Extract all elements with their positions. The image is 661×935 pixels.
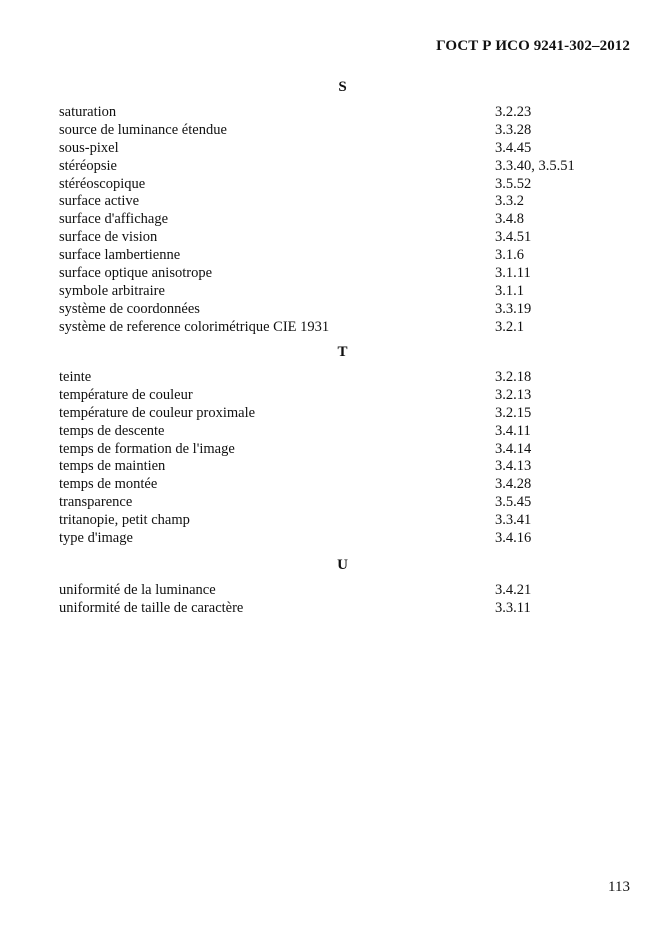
index-entry [59,530,604,548]
entry-term: surface optique anisotrope [59,265,213,282]
entry-list [59,104,604,337]
index-entry [59,283,604,301]
entry-term: température de couleur proximale [59,404,256,421]
entry-term: surface lambertienne [59,247,181,264]
page-number: 113 [608,879,630,895]
entry-reference: 3.1.11 [495,265,531,282]
entry-term: source de luminance étendue [59,121,227,138]
entry-term: système de reference colorimétrique CIE 1931 [59,318,330,335]
index-entry [59,211,604,229]
entry-term: stéréopsie [59,157,117,174]
entry-term: surface de vision [59,229,158,246]
entry-term: saturation [59,104,117,120]
index-entry [59,369,604,387]
entry-reference: 3.5.52 [495,175,532,192]
entry-term: symbole arbitraire [59,282,165,299]
entry-term: système de coordonnées [59,300,200,317]
index-entry [59,458,604,476]
entry-reference: 3.2.13 [495,386,532,403]
index-entry [59,441,604,459]
index-section-t [59,343,604,548]
entry-reference: 3.4.45 [495,139,532,156]
index-entry [59,229,604,247]
entry-term: uniformité de taille de caractère [59,599,244,616]
entry-term: temps de maintien [59,458,166,475]
index-entry [59,247,604,265]
entry-reference: 3.5.45 [495,494,532,511]
index-entry [59,423,604,441]
entry-reference: 3.4.28 [495,476,532,493]
entry-reference: 3.4.16 [495,530,532,547]
index-entry [59,265,604,283]
index-entry [59,176,604,194]
index-section-s [59,78,604,337]
entry-reference: 3.2.18 [495,369,532,385]
section-letter: S [338,79,347,95]
index-entry [59,158,604,176]
index-entry [59,476,604,494]
entry-term: température de couleur [59,386,193,403]
entry-reference: 3.3.28 [495,121,532,138]
index-entry [59,512,604,530]
entry-reference: 3.1.1 [495,282,524,299]
entry-reference: 3.4.51 [495,229,532,246]
index-entry [59,104,604,122]
entry-term: temps de formation de l'image [59,440,235,457]
index-entry [59,301,604,319]
entry-term: temps de montée [59,476,158,493]
index-entry [59,582,604,600]
entry-reference: 3.3.2 [495,193,524,210]
index-entry [59,122,604,140]
entry-term: sous-pixel [59,139,119,156]
entry-list [59,369,604,548]
entry-term: surface active [59,193,140,210]
entry-reference: 3.3.19 [495,300,532,317]
index-entry [59,494,604,512]
index-entry [59,140,604,158]
entry-term: teinte [59,369,92,385]
entry-reference: 3.2.15 [495,404,532,421]
entry-reference: 3.3.41 [495,512,532,529]
index-entry [59,405,604,423]
entry-term: transparence [59,494,133,511]
entry-reference: 3.4.11 [495,422,531,439]
entry-reference: 3.3.11 [495,599,531,616]
entry-reference: 3.4.8 [495,211,524,228]
entry-term: stéréoscopique [59,175,146,192]
section-letter: U [337,557,348,573]
index-section-u [59,556,604,618]
entry-reference: 3.2.23 [495,104,532,120]
index-entry [59,600,604,618]
index-entry [59,319,604,337]
entry-reference: 3.4.13 [495,458,532,475]
document-header: ГОСТ Р ИСО 9241-302–2012 [436,38,630,54]
index-entry [59,387,604,405]
entry-list [59,582,604,618]
index-entry [59,193,604,211]
entry-reference: 3.3.40, 3.5.51 [495,157,575,174]
entry-term: tritanopie, petit champ [59,512,190,529]
entry-reference: 3.4.14 [495,440,532,457]
entry-reference: 3.4.21 [495,582,532,598]
entry-term: uniformité de la luminance [59,582,216,598]
section-letter: T [337,344,348,360]
entry-term: type d'image [59,530,133,547]
entry-reference: 3.1.6 [495,247,524,264]
entry-reference: 3.2.1 [495,318,524,335]
entry-term: temps de descente [59,422,165,439]
entry-term: surface d'affichage [59,211,169,228]
